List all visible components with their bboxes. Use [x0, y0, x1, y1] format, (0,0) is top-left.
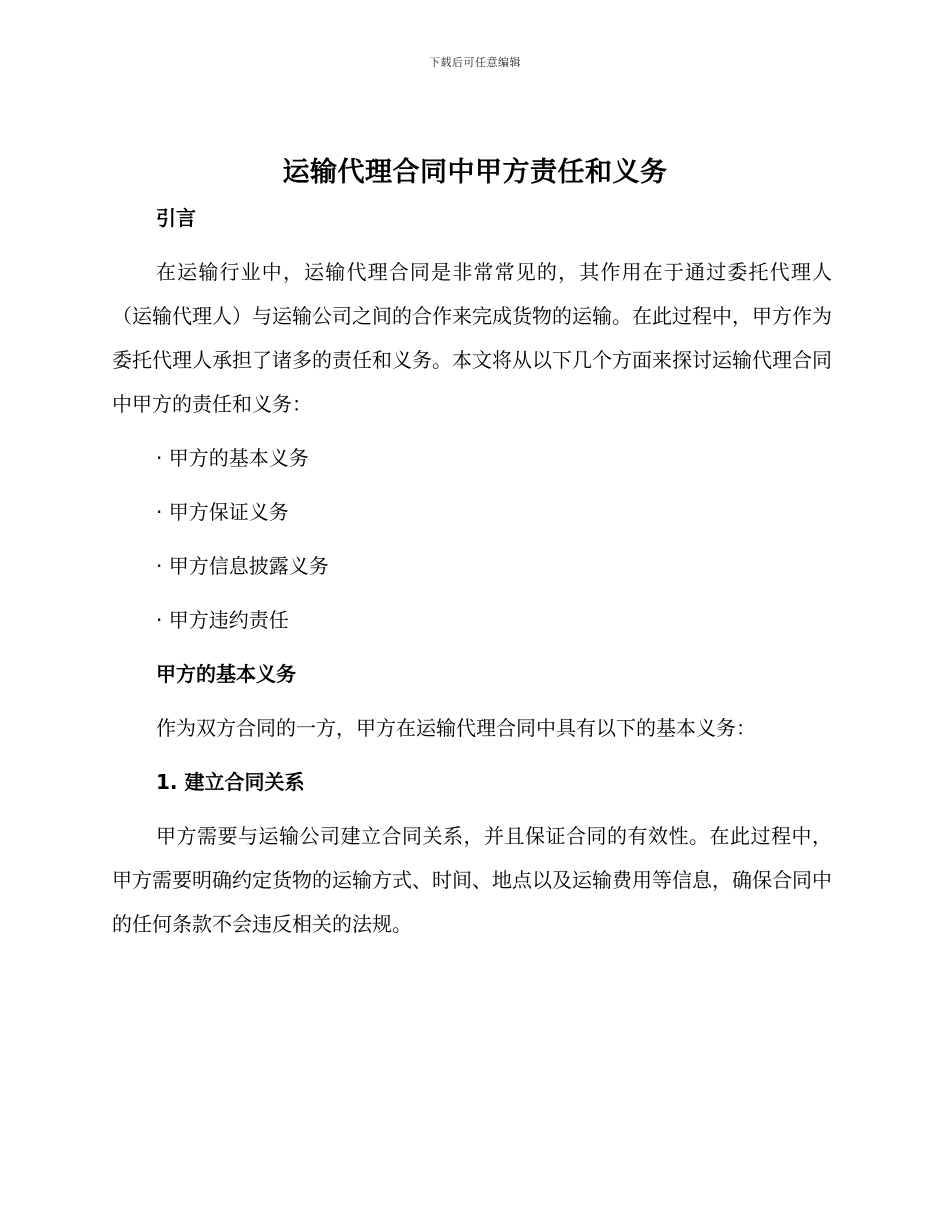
list-item: · 甲方的基本义务	[156, 446, 309, 470]
contract-relationship-heading: 1. 建立合同关系	[156, 770, 305, 794]
list-item: · 甲方保证义务	[156, 500, 289, 524]
contract-relationship-paragraph: 甲方需要与运输公司建立合同关系，并且保证合同的有效性。在此过程中，甲方需要明确约定货物的运输方式、时间、地点以及运输费用等信息，确保合同中的任何条款不会违反相关的法规。	[112, 824, 832, 936]
header-note: 下载后可任意编辑	[429, 56, 521, 69]
basic-duties-paragraph: 作为双方合同的一方，甲方在运输代理合同中具有以下的基本义务：	[156, 716, 756, 740]
document-title: 运输代理合同中甲方责任和义务	[282, 157, 668, 188]
intro-paragraph: 在运输行业中，运输代理合同是非常常见的，其作用在于通过委托代理人（运输代理人）与运输公司之间的合作来完成货物的运输。在此过程中，甲方作为委托代理人承担了诸多的责任和义务。本文将从以下几个方面来探讨运输代理合同中甲方的责任和义务：	[112, 260, 832, 416]
intro-heading: 引言	[156, 206, 196, 230]
basic-duties-heading: 甲方的基本义务	[156, 662, 296, 686]
list-item: · 甲方信息披露义务	[156, 554, 329, 578]
list-item: · 甲方违约责任	[156, 608, 289, 632]
document-body	[112, 196, 832, 946]
